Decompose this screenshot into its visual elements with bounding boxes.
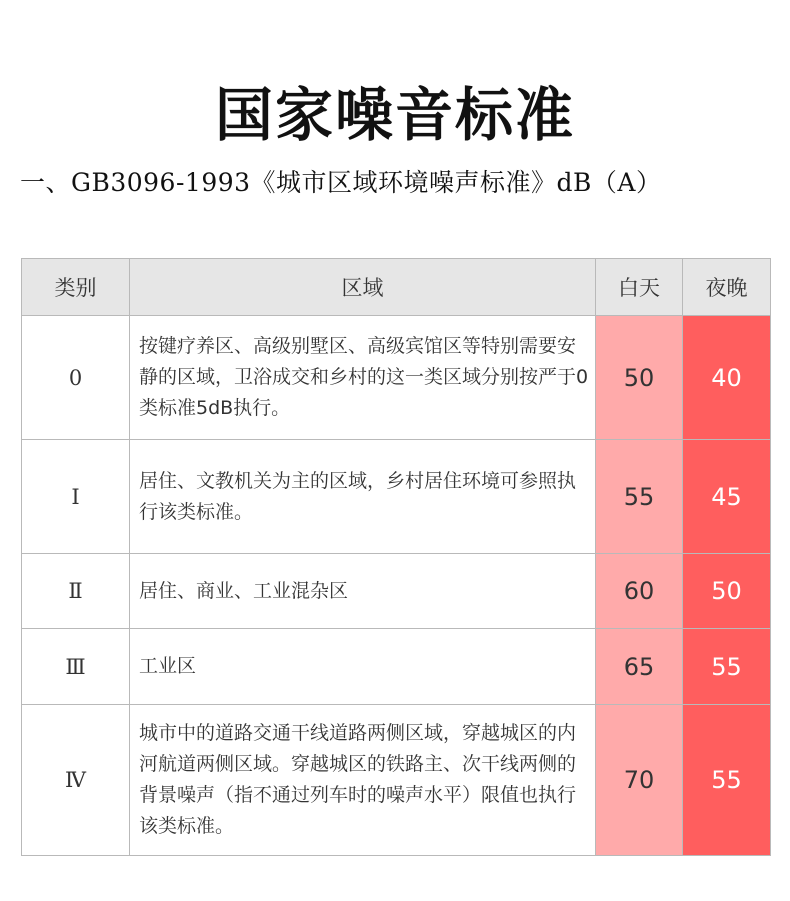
table-row (22, 316, 771, 440)
header-night: 夜晚 (683, 259, 771, 316)
row-night-limit: 55 (683, 705, 771, 856)
row-category: Ⅰ (22, 440, 130, 554)
row-area: 居住、商业、工业混杂区 (130, 554, 596, 629)
row-night-limit: 40 (683, 316, 771, 440)
row-night-limit: 50 (683, 554, 771, 629)
row-area: 居住、文教机关为主的区域，乡村居住环境可参照执行该类标准。 (130, 440, 596, 554)
row-day-limit: 50 (596, 316, 683, 440)
table-row (22, 440, 771, 554)
row-area: 城市中的道路交通干线道路两侧区域，穿越城区的内河航道两侧区域。穿越城区的铁路主、次干线两侧的背景噪声（指不通过列车时的噪声水平）限值也执行该类标准。 (130, 705, 596, 856)
row-area: 按键疗养区、高级别墅区、高级宾馆区等特别需要安静的区域，卫浴成交和乡村的这一类区域分别按严于0类标准5dB执行。 (130, 316, 596, 440)
row-night-limit: 45 (683, 440, 771, 554)
row-area: 工业区 (130, 629, 596, 705)
row-night-limit: 55 (683, 629, 771, 705)
table-header-row (22, 259, 771, 316)
row-day-limit: 70 (596, 705, 683, 856)
header-category: 类别 (22, 259, 130, 316)
standard-subtitle: 一、GB3096-1993《城市区域环境噪声标准》dB（A） (20, 168, 662, 197)
header-area: 区域 (130, 259, 596, 316)
header-day: 白天 (596, 259, 683, 316)
row-category: Ⅱ (22, 554, 130, 629)
noise-standard-table (21, 258, 771, 856)
row-category: Ⅲ (22, 629, 130, 705)
page-title: 国家噪音标准 (214, 81, 575, 149)
table-row (22, 554, 771, 629)
row-category: 0 (22, 316, 130, 440)
row-day-limit: 55 (596, 440, 683, 554)
table-row (22, 629, 771, 705)
table-row (22, 705, 771, 856)
row-day-limit: 65 (596, 629, 683, 705)
row-day-limit: 60 (596, 554, 683, 629)
row-category: Ⅳ (22, 705, 130, 856)
